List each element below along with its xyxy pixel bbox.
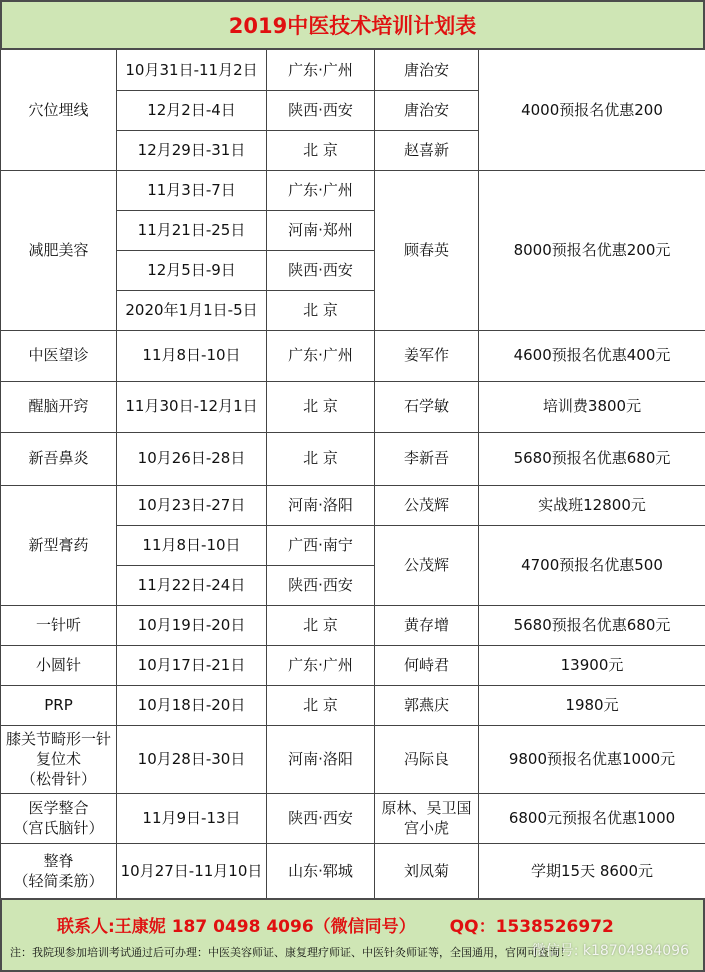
course-name-line: 膝关节畸形一针 [5, 729, 111, 748]
course-name-line: （松骨针） [20, 770, 96, 789]
course-teacher: 刘凤菊 [375, 843, 479, 899]
table-row [1, 843, 705, 899]
course-city: 北 京 [267, 605, 375, 645]
course-teacher: 黄存增 [375, 605, 479, 645]
course-teacher: 顾春英 [375, 170, 479, 330]
course-name: 中医望诊 [1, 330, 117, 381]
course-teacher: 何峙君 [375, 645, 479, 685]
course-price: 9800预报名优惠1000元 [479, 725, 705, 793]
table-row [1, 50, 705, 90]
course-name-line: （轻简柔筋） [13, 872, 104, 890]
course-date: 11月8日-10日 [117, 330, 267, 381]
course-date: 11月22日-24日 [117, 565, 267, 605]
course-price: 实战班12800元 [479, 485, 705, 525]
course-city: 陕西·西安 [267, 565, 375, 605]
course-city: 北 京 [267, 130, 375, 170]
table-row [1, 685, 705, 725]
course-price: 学期15天 8600元 [479, 843, 705, 899]
contact-person: 联系人:王康妮 187 0498 4096（微信同号） [57, 917, 416, 937]
course-date: 11月21日-25日 [117, 210, 267, 250]
course-name-line: 复位术 [35, 749, 81, 768]
course-name-line: 整脊 [43, 851, 74, 870]
table-row [1, 170, 705, 210]
course-date: 10月18日-20日 [117, 685, 267, 725]
course-teacher [375, 793, 479, 843]
course-city: 北 京 [267, 432, 375, 485]
course-name: 一针听 [1, 605, 117, 645]
table-row [1, 605, 705, 645]
course-teacher: 石学敏 [375, 381, 479, 432]
table-row [1, 725, 705, 793]
course-price: 培训费3800元 [479, 381, 705, 432]
course-date: 12月2日-4日 [117, 90, 267, 130]
table-row [1, 330, 705, 381]
course-name: 新型膏药 [1, 485, 117, 605]
course-price: 8000预报名优惠200元 [479, 170, 705, 330]
course-date: 10月26日-28日 [117, 432, 267, 485]
course-city: 河南·郑州 [267, 210, 375, 250]
course-price: 6800元预报名优惠1000 [479, 793, 705, 843]
course-teacher: 姜军作 [375, 330, 479, 381]
course-name: PRP [1, 685, 117, 725]
course-city: 陕西·西安 [267, 793, 375, 843]
course-date: 10月31日-11月2日 [117, 50, 267, 90]
course-name-line: （宫氏脑针） [13, 819, 104, 837]
contact-qq: QQ：1538526972 [449, 917, 614, 937]
table-row [1, 485, 705, 525]
course-name [1, 725, 117, 793]
course-teacher: 郭燕庆 [375, 685, 479, 725]
course-date: 10月27日-11月10日 [117, 843, 267, 899]
course-price: 4600预报名优惠400元 [479, 330, 705, 381]
course-price: 1980元 [479, 685, 705, 725]
course-teacher: 冯际良 [375, 725, 479, 793]
table-row [1, 432, 705, 485]
footer [0, 898, 705, 972]
course-city: 陕西·西安 [267, 250, 375, 290]
table-row [1, 381, 705, 432]
course-city: 山东·郓城 [267, 843, 375, 899]
course-city: 河南·洛阳 [267, 485, 375, 525]
course-teacher: 公茂辉 [375, 525, 479, 605]
course-date: 12月5日-9日 [117, 250, 267, 290]
table-row [1, 793, 705, 843]
course-price: 13900元 [479, 645, 705, 685]
page-title: 2019中医技术培训计划表 [0, 0, 705, 50]
contact-line [57, 912, 697, 937]
course-teacher-line: 宫小虎 [403, 819, 449, 837]
course-date: 11月3日-7日 [117, 170, 267, 210]
course-date: 10月19日-20日 [117, 605, 267, 645]
course-name: 醒脑开窍 [1, 381, 117, 432]
course-name: 减肥美容 [1, 170, 117, 330]
course-city: 河南·洛阳 [267, 725, 375, 793]
course-name [1, 793, 117, 843]
course-name [1, 843, 117, 899]
course-city: 北 京 [267, 381, 375, 432]
course-date: 10月28日-30日 [117, 725, 267, 793]
course-teacher: 李新吾 [375, 432, 479, 485]
course-date: 10月17日-21日 [117, 645, 267, 685]
course-date: 11月9日-13日 [117, 793, 267, 843]
course-city: 广东·广州 [267, 50, 375, 90]
course-date: 2020年1月1日-5日 [117, 290, 267, 330]
course-name: 小圆针 [1, 645, 117, 685]
course-price: 5680预报名优惠680元 [479, 432, 705, 485]
course-price: 4000预报名优惠200 [479, 50, 705, 170]
course-name-line: 医学整合 [28, 798, 89, 817]
course-price: 4700预报名优惠500 [479, 525, 705, 605]
course-date: 11月30日-12月1日 [117, 381, 267, 432]
course-date: 12月29日-31日 [117, 130, 267, 170]
course-teacher: 赵喜新 [375, 130, 479, 170]
course-city: 北 京 [267, 290, 375, 330]
course-city: 陕西·西安 [267, 90, 375, 130]
course-teacher: 唐治安 [375, 50, 479, 90]
course-teacher: 公茂辉 [375, 485, 479, 525]
schedule-table [0, 50, 705, 900]
course-city: 广东·广州 [267, 330, 375, 381]
course-city: 广东·广州 [267, 170, 375, 210]
footer-note: 注：我院现参加培训考试通过后可办理：中医美容师证、康复理疗师证、中医针灸师证等，全国通用，官网可查询！ [10, 946, 571, 959]
table-row [1, 645, 705, 685]
course-date: 10月23日-27日 [117, 485, 267, 525]
course-city: 广西·南宁 [267, 525, 375, 565]
course-city: 广东·广州 [267, 645, 375, 685]
course-name: 新吾鼻炎 [1, 432, 117, 485]
course-teacher-line: 原林、吴卫国 [381, 798, 472, 817]
course-price: 5680预报名优惠680元 [479, 605, 705, 645]
course-date: 11月8日-10日 [117, 525, 267, 565]
course-name: 穴位埋线 [1, 50, 117, 170]
course-city: 北 京 [267, 685, 375, 725]
course-teacher: 唐治安 [375, 90, 479, 130]
wechat-watermark: 微信号: k18704984096 [531, 943, 689, 959]
